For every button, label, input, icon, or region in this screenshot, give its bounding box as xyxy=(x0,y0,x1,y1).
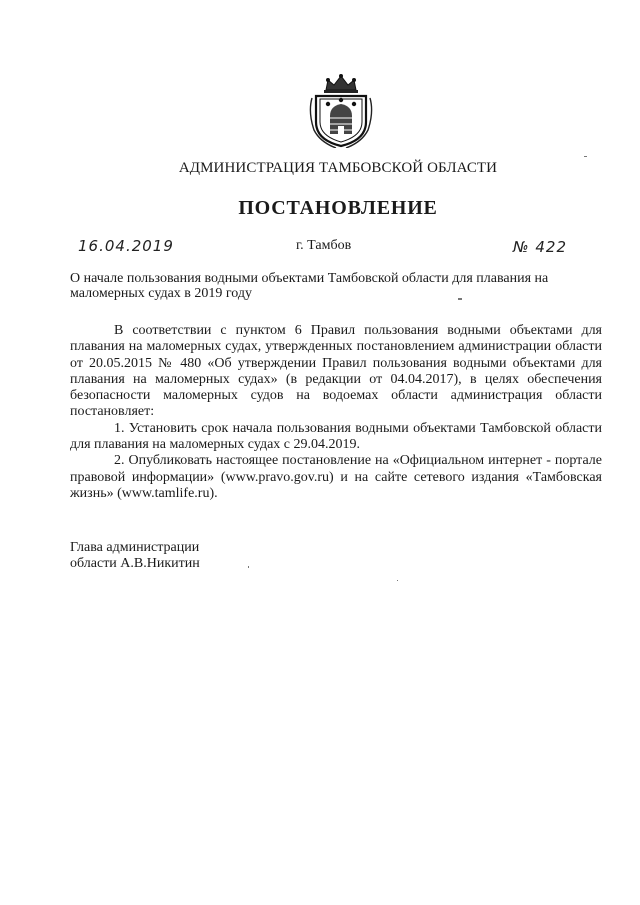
city-label: г. Тамбов xyxy=(296,238,352,253)
signature-name: области А.В.Никитин xyxy=(70,556,200,571)
organization-name: АДМИНИСТРАЦИЯ ТАМБОВСКОЙ ОБЛАСТИ xyxy=(178,160,498,176)
document-subject: О начале пользования водными объектами Тамбовской области для плавания на маломерных судах в 2019 году xyxy=(70,271,549,301)
coat-of-arms-icon xyxy=(306,72,376,148)
signature-block xyxy=(70,540,200,572)
scan-speck xyxy=(584,156,587,157)
handwritten-date: 16.04.2019 xyxy=(78,237,174,255)
scan-speck xyxy=(248,566,249,568)
preamble-paragraph: В соответствии с пунктом 6 Правил пользования водными объектами для плавания на маломерных судах, утвержденных постановлением администрации области от 20.05.2015 № 480 «Об утверждении Правил пользования водными объектами для плавания на маломерных судах» (в редакции от 04.04.2017), в целях обеспечения безопасности маломерных судов на водоемах области администрация области постановляет: xyxy=(70,323,602,420)
document-title: ПОСТАНОВЛЕНИЕ xyxy=(238,197,438,219)
item-1-paragraph: 1. Установить срок начала пользования водными объектами Тамбовской области для плавания на маломерных судах с 29.04.2019. xyxy=(70,420,602,453)
scan-speck xyxy=(397,580,398,581)
signature-title: Глава администрации xyxy=(70,540,200,555)
handwritten-number: № 422 xyxy=(513,238,567,256)
scan-speck xyxy=(458,298,462,300)
document-body xyxy=(70,323,602,502)
item-2-paragraph: 2. Опубликовать настоящее постановление на «Официальном интернет - портале правовой информации» (www.pravo.gov.ru) и на сайте сетевого издания «Тамбовская жизнь» (www.tamlife.ru). xyxy=(70,453,602,501)
